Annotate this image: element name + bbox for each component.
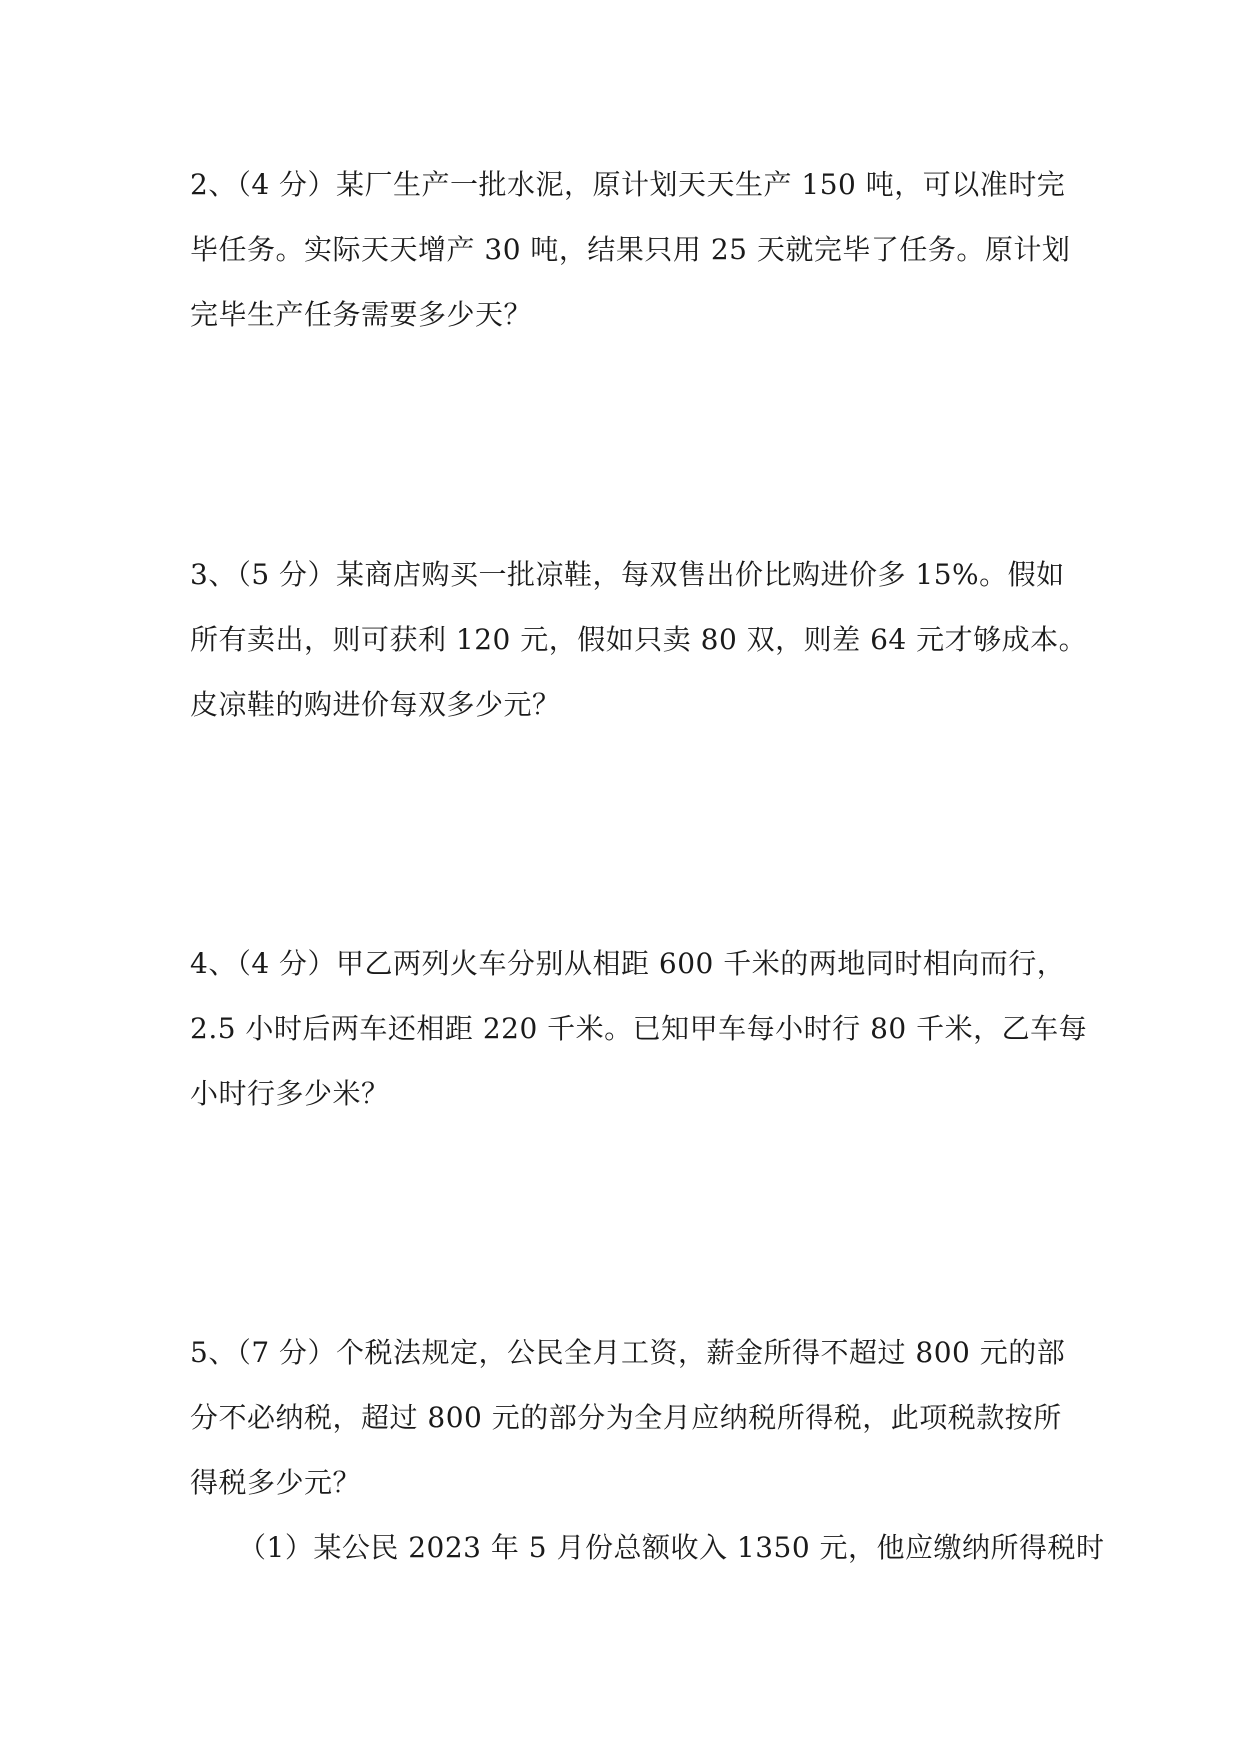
problem-5-line-2: 分不必纳税，超过 800 元的部分为全月应纳税所得税，此项税款按所 (190, 1401, 1062, 1434)
problem-2-line-2: 毕任务。实际天天增产 30 吨，结果只用 25 天就完毕了任务。原计划 (190, 233, 1071, 266)
problem-4-line-3: 小时行多少米？ (190, 1077, 390, 1110)
problem-2-line-3: 完毕生产任务需要多少天？ (190, 298, 533, 331)
problem-2-line-1: 2、（4 分）某厂生产一批水泥，原计划天天生产 150 吨，可以准时完 (190, 168, 1066, 201)
problem-5-subquestion-1: （1）某公民 2023 年 5 月份总额收入 1350 元，他应缴纳所得税时 (238, 1531, 1105, 1564)
problem-5-line-3: 得税多少元？ (190, 1466, 362, 1499)
problem-3-line-1: 3、（5 分）某商店购买一批凉鞋，每双售出价比购进价多 15%。假如 (190, 558, 1065, 591)
problem-3-line-2: 所有卖出，则可获利 120 元，假如只卖 80 双，则差 64 元才够成本。 (190, 623, 1088, 656)
problem-5-line-1: 5、（7 分）个税法规定，公民全月工资，薪金所得不超过 800 元的部 (190, 1336, 1066, 1369)
problem-4-line-2: 2.5 小时后两车还相距 220 千米。已知甲车每小时行 80 千米，乙车每 (190, 1012, 1088, 1045)
problem-3-line-3: 皮凉鞋的购进价每双多少元？ (190, 688, 561, 721)
problem-4-line-1: 4、（4 分）甲乙两列火车分别从相距 600 千米的两地同时相向而行， (190, 947, 1066, 980)
